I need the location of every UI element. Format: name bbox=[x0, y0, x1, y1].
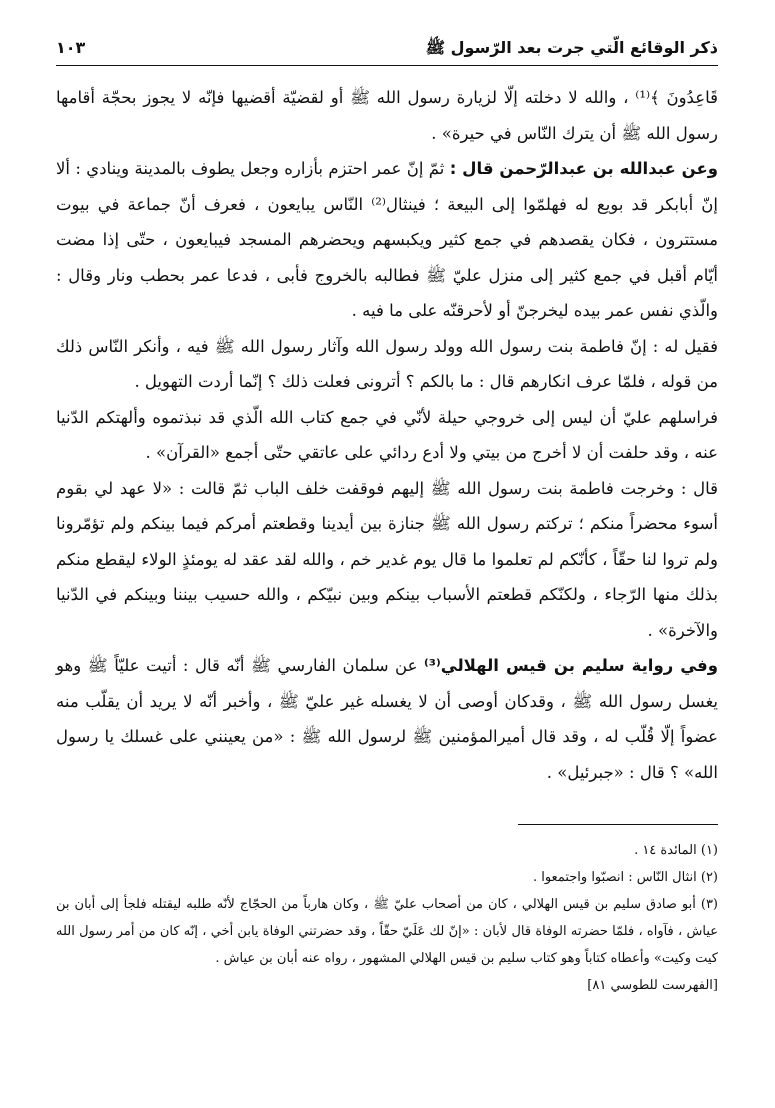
paragraph: وفي رواية سليم بن قيس الهلالي⁽³⁾ عن سلمان الفارسي ﷺ أنّه قال : أتيت عليّاً ﷺ وهو يغسل رسول الله ﷺ ، وقدكان أوصى أن لا يغسله غير عليّ ﷺ ، وأخبر أنّه لا يريد أن يقلّب منه عضواً إلّا قُلّب له ، وقد قال أميرالمؤمنين ﷺ لرسول الله ﷺ : «من يعينني على غسلك يا رسول الله» ؟ قال : «جبرئيل» . bbox=[56, 656, 718, 782]
paragraph-lead: وعن عبدالله بن عبدالرّحمن قال : bbox=[449, 159, 718, 178]
paragraph: فراسلهم عليّ أن ليس إلى خروجي حيلة لأنّي في جمع كتاب الله الّذي قد نبذتموه وألهتكم الدّنيا عنه ، وقد حلفت أن لا أخرج من بيتي ولا أدع ردائي على عاتقي حتّى أجمع «القرآن» . bbox=[56, 407, 718, 462]
running-header bbox=[56, 38, 718, 66]
footnote-divider bbox=[518, 824, 718, 825]
paragraph: قَاعِدُونَ ﴾⁽¹⁾ ، والله لا دخلته إلّا لزيارة رسول الله ﷺ أو لقضيّة أقضيها فإنّه لا يجوز بحجّة أقامها رسول الله ﷺ أن يترك النّاس في حيرة» . bbox=[56, 88, 718, 143]
paragraph-lead: وفي رواية سليم بن قيس الهلالي⁽³⁾ bbox=[424, 656, 718, 675]
paragraph: وعن عبدالله بن عبدالرّحمن قال : ثمّ إنّ عمر احتزم بأزاره وجعل يطوف بالمدينة وينادي : ألا إنّ أبابكر قد بويع له فهلمّوا إلى البيعة ؛ فينثال⁽²⁾ النّاس يبايعون ، فعرف أنّ جماعة في بيوت مستترون ، فكان يقصدهم في جمع كثير ويكبسهم ويحضرهم المسجد فيبايعون ، حتّى إذا مضت أيّام أقبل في جمع كثير إلى منزل عليّ ﷺ فطالبه بالخروج فأبى ، فدعا عمر بحطب ونار وقال : والّذي نفس عمر بيده ليخرجنّ أو لأحرقنّه على ما فيه . bbox=[56, 159, 719, 320]
running-title: ذكر الوقائع الّتي جرت بعد الرّسول ﷺ bbox=[425, 38, 718, 57]
main-text bbox=[56, 80, 718, 790]
book-page bbox=[56, 38, 718, 999]
footnote-source: [الفهرست للطوسي ٨١] bbox=[587, 978, 718, 993]
footnote: (٣) أبو صادق سليم بن قيس الهلالي ، كان من أصحاب عليّ ﷺ ، وكان هارباً من الحجّاج لأنّه طلبه ليقتله فلجأ إلى أبان بن عياش ، فآواه ، فلمّا حضرته الوفاة قال لأبان : «إنّ لك عَلَيّ حقّاً ، وقد حضرتني الوفاة يابن أخي ، إنّه كان من أمر رسول الله كيت وكيت» وأعطاه كتاباً وهو كتاب سليم بن قيس الهلالي المشهور ، رواه عنه أبان بن عياش . bbox=[56, 897, 718, 966]
footnote: (١) المائدة ١٤ . bbox=[634, 843, 718, 858]
page-number: ١٠٣ bbox=[56, 38, 86, 57]
footnote: (٢) انثال النّاس : انصبّوا واجتمعوا . bbox=[532, 870, 718, 885]
footnotes bbox=[56, 837, 718, 999]
paragraph: فقيل له : إنّ فاطمة بنت رسول الله وولد رسول الله وآثار رسول الله ﷺ فيه ، وأنكر النّاس ذلك من قوله ، فلمّا عرف انكارهم قال : ما بالكم ؟ أترونى فعلت ذلك ؟ إنّما أردت التهويل . bbox=[56, 336, 718, 391]
paragraph: قال : وخرجت فاطمة بنت رسول الله ﷺ إليهم فوقفت خلف الباب ثمّ قالت : «لا عهد لي بقوم أسوء محضراً منكم ؛ تركتم رسول الله ﷺ جنازة بين أيدينا وقطعتم أمركم فيما بينكم ولم تؤمّرونا ولم تروا لنا حقّاً ، كأنّكم لم تعلموا ما قال يوم غدير خم ، والله لقد عقد له يومئذٍ الولاء ليقطع منكم بذلك منها الرّجاء ، ولكنّكم قطعتم الأسباب بينكم وبين نبيّكم ، والله حسيب بيننا وبينكم في الدّنيا والآخرة» . bbox=[56, 478, 718, 640]
